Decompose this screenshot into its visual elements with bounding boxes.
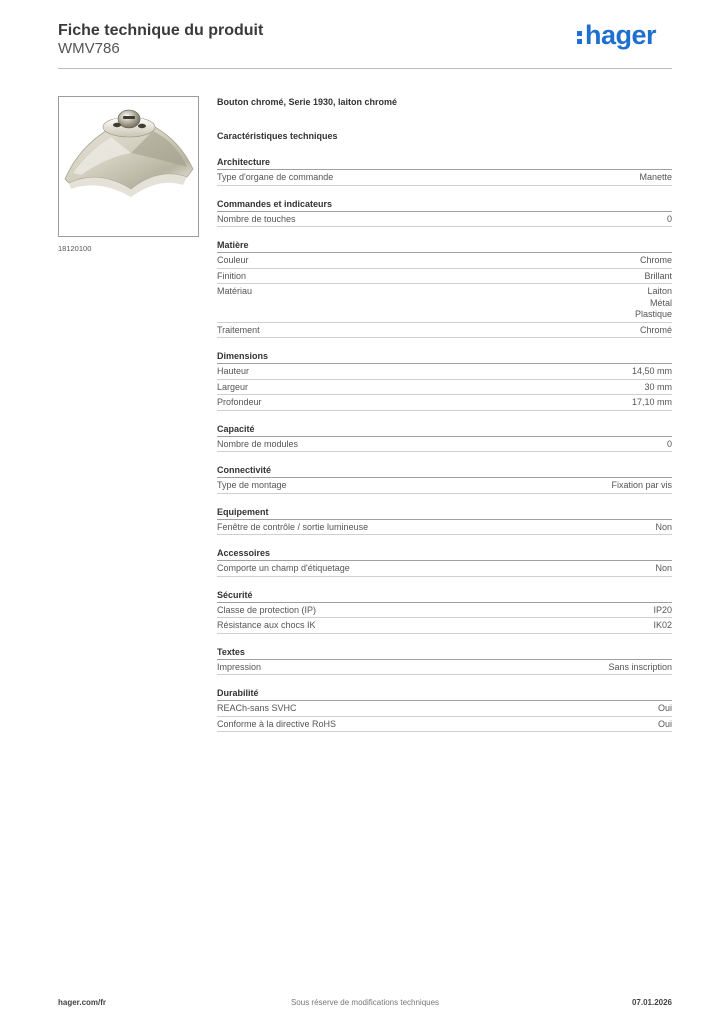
spec-label: Résistance aux chocs IK (217, 620, 316, 630)
spec-section (217, 350, 672, 411)
spec-value-line: 0 (666, 438, 672, 449)
product-reference: 18120100 (58, 244, 92, 253)
spec-value (611, 480, 672, 492)
spec-value-line: Oui (657, 718, 672, 729)
spec-label: Hauteur (217, 366, 250, 376)
spec-row (217, 284, 672, 323)
spec-section (217, 198, 672, 228)
spec-label: Matériau (217, 286, 253, 296)
spec-label: Impression (217, 661, 262, 672)
spec-section (217, 423, 672, 453)
spec-sections (217, 156, 672, 732)
spec-label: Fenêtre de contrôle / sortie lumineuse (217, 521, 369, 532)
product-name: Bouton chromé, Serie 1930, laiton chromé (217, 97, 398, 107)
spec-value-line: Fixation par vis (611, 480, 672, 490)
spec-row (217, 212, 672, 228)
spec-row (217, 603, 672, 619)
spec-label: Profondeur (217, 397, 262, 407)
section-title: Commandes et indicateurs (217, 198, 672, 212)
section-title: Architecture (217, 156, 672, 170)
specs-heading: Caractéristiques techniques (217, 131, 338, 141)
footer-date: 07.01.2026 (631, 998, 672, 1007)
spec-row (217, 380, 672, 396)
spec-value (632, 397, 672, 409)
spec-label: Conforme à la directive RoHS (217, 718, 337, 729)
spec-section (217, 589, 672, 634)
footer-disclaimer: Sous réserve de modifications techniques (290, 998, 440, 1007)
spec-section (217, 506, 672, 536)
spec-row (217, 364, 672, 380)
spec-value-line: 14,50 mm (631, 366, 672, 376)
spec-value-line: Brillant (644, 270, 672, 281)
spec-value-line: Chrome (639, 255, 672, 265)
spec-label: Type d'organe de commande (217, 172, 334, 182)
spec-row (217, 701, 672, 717)
section-title: Accessoires (217, 547, 672, 561)
spec-value (644, 271, 672, 283)
spec-row (217, 561, 672, 577)
spec-label: Finition (217, 270, 247, 281)
section-title: Durabilité (217, 687, 672, 701)
spec-value-line: Sans inscription (608, 661, 672, 672)
spec-value (640, 255, 672, 267)
section-title: Dimensions (217, 350, 672, 364)
spec-row (217, 660, 672, 676)
spec-value-line: 17,10 mm (631, 397, 672, 407)
spec-section (217, 547, 672, 577)
chrome-knob-illustration (59, 97, 198, 236)
spec-value-line: Manette (639, 172, 672, 182)
section-title: Equipement (217, 506, 672, 520)
spec-value (653, 620, 672, 632)
spec-row (217, 269, 672, 285)
spec-value (644, 382, 672, 394)
spec-row (217, 323, 672, 339)
spec-label: Type de montage (217, 480, 287, 490)
footer-website-link[interactable]: hager.com/fr (58, 998, 107, 1007)
spec-value (640, 325, 672, 337)
product-code: WMV786 (58, 40, 120, 57)
spec-label: Nombre de touches (217, 213, 296, 224)
spec-value (667, 214, 672, 226)
spec-row (217, 520, 672, 536)
spec-label: Largeur (217, 381, 249, 392)
spec-section (217, 646, 672, 676)
spec-label: Couleur (217, 255, 249, 265)
spec-value (653, 605, 672, 617)
section-title: Textes (217, 646, 672, 660)
spec-value (639, 172, 672, 184)
spec-section (217, 239, 672, 338)
header-divider (58, 68, 672, 69)
spec-row (217, 437, 672, 453)
hager-logo[interactable] (577, 20, 656, 51)
spec-value-line: 30 mm (644, 381, 672, 392)
spec-value-line: 0 (666, 213, 672, 224)
section-title: Capacité (217, 423, 672, 437)
section-title: Matière (217, 239, 672, 253)
spec-row (217, 170, 672, 186)
spec-value-line: Oui (657, 703, 672, 713)
spec-section (217, 464, 672, 494)
spec-value (658, 719, 672, 731)
page-title: Fiche technique du produit (58, 22, 264, 39)
spec-content (217, 96, 672, 744)
spec-value-line: Chromé (639, 324, 672, 335)
spec-value (632, 366, 672, 378)
spec-value (608, 662, 672, 674)
spec-value-line: Non (655, 521, 672, 532)
spec-label: Nombre de modules (217, 438, 299, 449)
spec-value-line: IP20 (653, 604, 672, 615)
spec-value (658, 703, 672, 715)
spec-row (217, 717, 672, 733)
spec-row (217, 478, 672, 494)
spec-value-line: Métal (649, 297, 672, 308)
logo-dots-icon (577, 27, 583, 47)
spec-value (655, 563, 672, 575)
spec-label: Comporte un champ d'étiquetage (217, 563, 350, 573)
spec-section (217, 156, 672, 186)
spec-row (217, 618, 672, 634)
spec-label: REACh-sans SVHC (217, 703, 297, 713)
spec-value-line: IK02 (653, 620, 672, 630)
section-title: Sécurité (217, 589, 672, 603)
page-header (58, 18, 672, 68)
product-image (58, 96, 199, 237)
spec-value-line: Non (655, 563, 672, 573)
spec-row (217, 395, 672, 411)
spec-value-line: Plastique (634, 309, 672, 319)
spec-value (655, 522, 672, 534)
spec-value-line: Laiton (647, 286, 672, 296)
logo-text: hager (584, 20, 656, 50)
spec-row (217, 253, 672, 269)
spec-value (667, 439, 672, 451)
spec-label: Classe de protection (IP) (217, 604, 317, 615)
spec-value (635, 286, 672, 321)
section-title: Connectivité (217, 464, 672, 478)
spec-label: Traitement (217, 324, 260, 335)
spec-section (217, 687, 672, 732)
page-footer (58, 998, 672, 1010)
